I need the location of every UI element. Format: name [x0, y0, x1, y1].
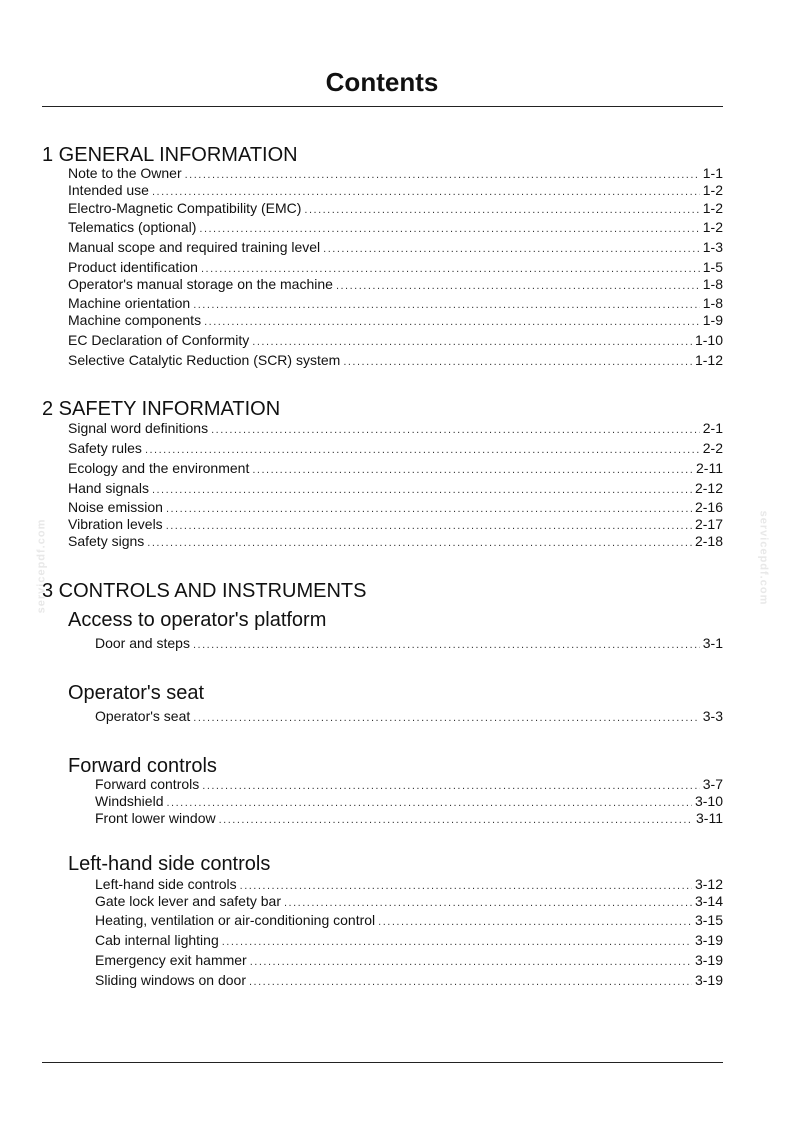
subsection-heading-forward-controls: Forward controls: [68, 755, 217, 777]
dot-leader: [250, 953, 692, 971]
toc-entry[interactable]: [68, 218, 723, 236]
toc-entry[interactable]: [68, 258, 723, 276]
toc-entry-title: Noise emission: [68, 499, 163, 515]
dot-leader: [204, 313, 700, 331]
toc-entry-title: Ecology and the environment: [68, 460, 250, 476]
dot-leader: [145, 441, 700, 459]
toc-entry-title: Door and steps: [95, 635, 190, 651]
toc-entry-page: 2-1: [702, 420, 723, 436]
toc-entry-title: Manual scope and required training level: [68, 239, 321, 255]
toc-entry[interactable]: [95, 971, 723, 989]
dot-leader: [199, 220, 699, 238]
toc-entry[interactable]: [95, 892, 723, 910]
toc-entry-title: Hand signals: [68, 480, 149, 496]
dot-leader: [304, 201, 699, 219]
toc-entry-page: 1-3: [702, 239, 723, 255]
toc-entry-page: 2-2: [702, 440, 723, 456]
toc-entry[interactable]: [95, 792, 723, 810]
toc-entry-title: Safety signs: [68, 533, 145, 549]
toc-entry-page: 3-15: [694, 912, 723, 928]
toc-entry-page: 3-12: [694, 876, 723, 892]
toc-entry-page: 3-1: [702, 635, 723, 651]
dot-leader: [323, 240, 700, 258]
toc-entry-title: Gate lock lever and safety bar: [95, 893, 281, 909]
toc-entry-page: 3-7: [702, 776, 723, 792]
subsection-heading-left-hand-side-controls: Left-hand side controls: [68, 853, 271, 875]
toc-entry-page: 1-2: [702, 219, 723, 235]
toc-entry-page: 2-12: [694, 480, 723, 496]
toc-entry[interactable]: [68, 439, 723, 457]
toc-entry-title: Machine components: [68, 312, 202, 328]
toc-entry-title: Forward controls: [95, 776, 200, 792]
toc-entry-page: 3-10: [694, 793, 723, 809]
dot-leader: [378, 913, 692, 931]
toc-entry[interactable]: [68, 199, 723, 217]
toc-entry[interactable]: [68, 238, 723, 256]
toc-entry[interactable]: [68, 479, 723, 497]
toc-entry-page: 1-12: [694, 352, 723, 368]
toc-entry-page: 1-9: [702, 312, 723, 328]
top-divider: [42, 106, 723, 107]
toc-entry[interactable]: [68, 331, 723, 349]
dot-leader: [249, 973, 692, 991]
toc-entry[interactable]: [68, 498, 723, 516]
toc-entry-page: 1-1: [702, 165, 723, 181]
toc-entry-page: 2-18: [694, 533, 723, 549]
toc-entry-title: Left-hand side controls: [95, 876, 237, 892]
toc-entry[interactable]: [95, 931, 723, 949]
dot-leader: [252, 461, 693, 479]
dot-leader: [252, 333, 692, 351]
dot-leader: [343, 353, 692, 371]
toc-entry-title: Cab internal lighting: [95, 932, 219, 948]
toc-entry[interactable]: [95, 707, 723, 725]
toc-entry-page: 2-16: [694, 499, 723, 515]
subsection-heading-access: Access to operator's platform: [68, 609, 327, 631]
dot-leader: [222, 933, 692, 951]
toc-entry-page: 1-10: [694, 332, 723, 348]
toc-entry[interactable]: [95, 875, 723, 893]
toc-entry[interactable]: [95, 634, 723, 652]
toc-entry[interactable]: [68, 294, 723, 312]
watermark-right: servicepdf.com: [757, 510, 770, 606]
toc-entry-title: Sliding windows on door: [95, 972, 246, 988]
dot-leader: [284, 894, 692, 912]
toc-entry[interactable]: [95, 911, 723, 929]
toc-entry-title: Signal word definitions: [68, 420, 209, 436]
section-heading-safety-information: 2 SAFETY INFORMATION: [42, 398, 281, 420]
toc-entry-page: 2-11: [696, 460, 723, 476]
toc-entry[interactable]: [95, 809, 723, 827]
subsection-heading-operators-seat: Operator's seat: [68, 682, 205, 704]
toc-entry-page: 1-2: [702, 200, 723, 216]
toc-entry-title: Electro-Magnetic Compatibility (EMC): [68, 200, 302, 216]
section-heading-controls-and-instruments: 3 CONTROLS AND INSTRUMENTS: [42, 580, 367, 602]
dot-leader: [193, 636, 700, 654]
toc-entry-title: Front lower window: [95, 810, 216, 826]
toc-entry-page: 3-11: [696, 810, 723, 826]
toc-entry-title: Note to the Owner: [68, 165, 182, 181]
toc-entry-title: Vibration levels: [68, 516, 163, 532]
toc-entry[interactable]: [68, 351, 723, 369]
toc-entry-page: 3-19: [694, 952, 723, 968]
toc-entry-title: Emergency exit hammer: [95, 952, 247, 968]
dot-leader: [193, 709, 699, 727]
toc-entry-title: Product identification: [68, 259, 198, 275]
toc-entry-title: Heating, ventilation or air-conditioning control: [95, 912, 376, 928]
toc-entry[interactable]: [68, 164, 723, 182]
toc-entry[interactable]: [95, 951, 723, 969]
toc-entry-page: 3-14: [694, 893, 723, 909]
toc-entry[interactable]: [68, 459, 723, 477]
toc-entry-title: Machine orientation: [68, 295, 191, 311]
toc-entry-page: 1-2: [702, 182, 723, 198]
toc-entry-title: Windshield: [95, 793, 164, 809]
toc-entry-title: Intended use: [68, 182, 149, 198]
toc-entry-title: EC Declaration of Conformity: [68, 332, 250, 348]
toc-entry-page: 1-5: [702, 259, 723, 275]
page-title: Contents: [325, 67, 439, 97]
dot-leader: [211, 421, 700, 439]
toc-entry-page: 1-8: [702, 276, 723, 292]
dot-leader: [147, 534, 692, 552]
toc-entry-page: 3-19: [694, 972, 723, 988]
toc-entry-title: Operator's seat: [95, 708, 191, 724]
dot-leader: [336, 277, 700, 295]
bottom-divider: [42, 1062, 723, 1063]
dot-leader: [219, 811, 693, 829]
toc-entry-page: 2-17: [694, 516, 723, 532]
toc-entry[interactable]: [68, 532, 723, 550]
toc-entry-page: 1-8: [702, 295, 723, 311]
toc-entry[interactable]: [68, 515, 723, 533]
toc-entry-title: Safety rules: [68, 440, 142, 456]
toc-entry[interactable]: [68, 275, 723, 293]
section-heading-general-information: 1 GENERAL INFORMATION: [42, 144, 298, 166]
toc-entry-title: Selective Catalytic Reduction (SCR) system: [68, 352, 341, 368]
toc-entry-title: Operator's manual storage on the machine: [68, 276, 333, 292]
toc-entry[interactable]: [68, 419, 723, 437]
toc-entry-page: 3-19: [694, 932, 723, 948]
toc-entry-title: Telematics (optional): [68, 219, 197, 235]
toc-entry-page: 3-3: [702, 708, 723, 724]
dot-leader: [152, 481, 692, 499]
toc-entry[interactable]: [95, 775, 723, 793]
toc-entry[interactable]: [68, 181, 723, 199]
toc-entry[interactable]: [68, 311, 723, 329]
watermark-left: servicepdf.com: [35, 518, 48, 614]
